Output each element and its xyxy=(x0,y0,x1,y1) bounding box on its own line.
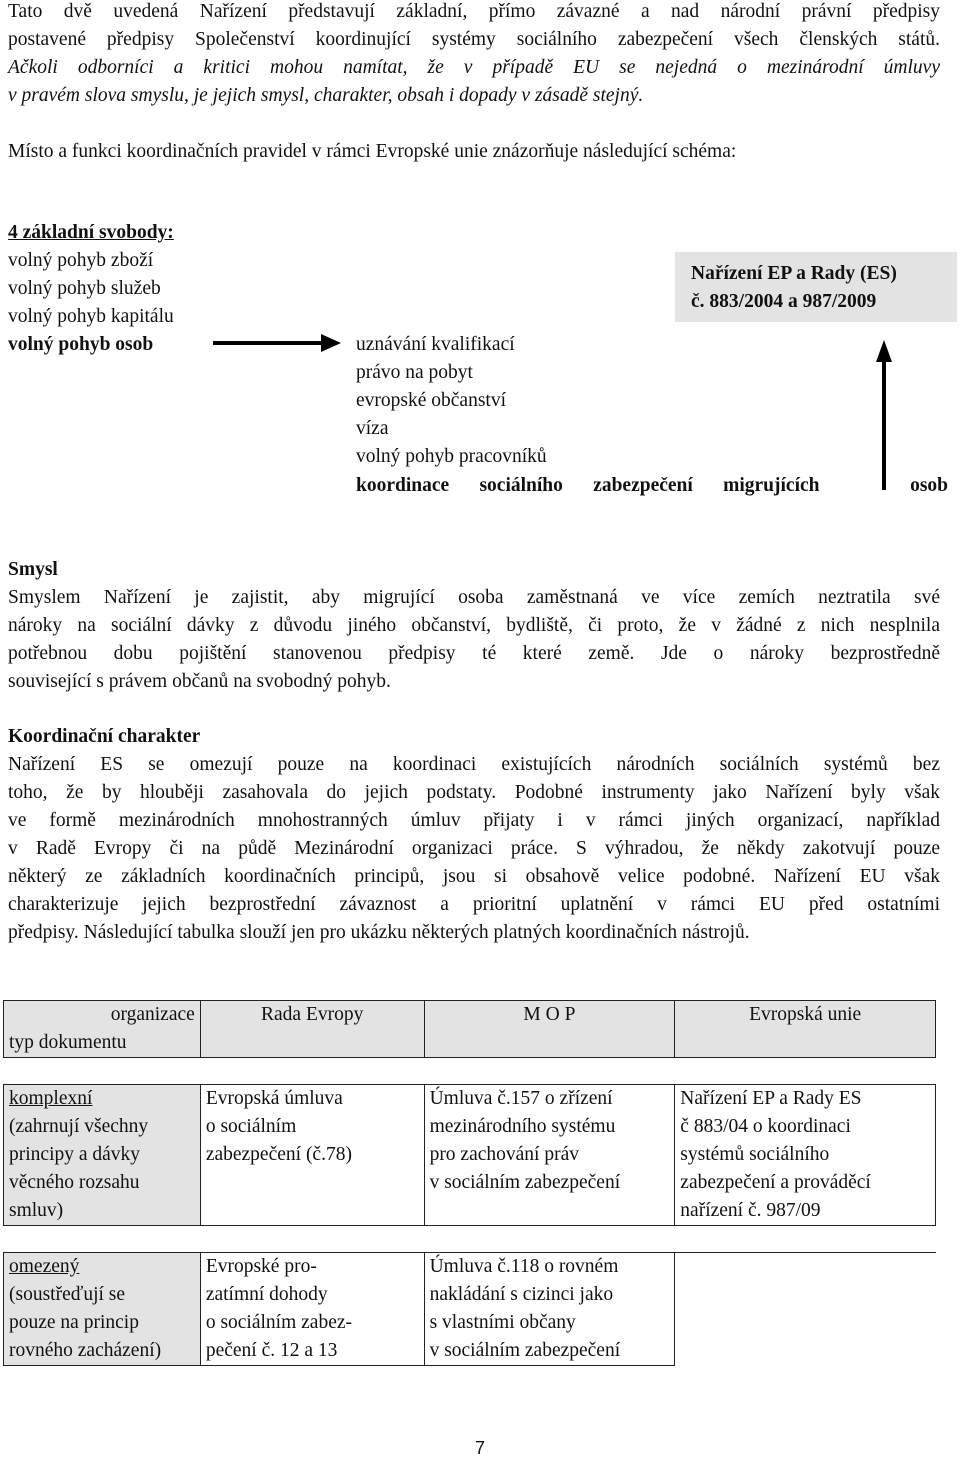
regulation-line-1: Nařízení EP a Rady (ES) xyxy=(691,263,897,284)
corner-top-label: organizace xyxy=(110,1004,195,1025)
table-cell-empty xyxy=(675,1253,936,1366)
cell-line: v sociálním zabezpečení xyxy=(429,1340,621,1361)
consequence-item: uznávání kvalifikací xyxy=(356,334,515,355)
table-cell xyxy=(424,1085,675,1226)
freedoms-heading: 4 základní svobody: xyxy=(8,222,174,243)
row-label-line: (soustřeďují se xyxy=(9,1284,126,1305)
charakter-paragraph xyxy=(8,751,940,947)
freedom-item: volný pohyb kapitálu xyxy=(8,306,174,327)
intro-paragraph xyxy=(8,0,940,110)
smysl-line: související s právem občanů na svobodný pohyb. xyxy=(8,671,391,692)
column-header: Evropská unie xyxy=(675,1001,936,1058)
coordination-word: osob xyxy=(910,475,948,496)
smysl-paragraph xyxy=(8,584,940,696)
smysl-line: nároky na sociální dávky z důvodu jiného občanství, bydliště, či proto, že v žádné z nich nesplnila xyxy=(8,615,940,636)
row-label-head: komplexní xyxy=(9,1088,93,1109)
freedom-item: volný pohyb zboží xyxy=(8,250,154,271)
smysl-heading: Smysl xyxy=(8,559,58,580)
table-cell xyxy=(675,1085,936,1226)
regulation-box xyxy=(675,252,957,322)
charakter-line: Nařízení ES se omezují pouze na koordinaci existujících národních sociálních systémů bez xyxy=(8,754,940,775)
cell-line: Nařízení EP a Rady ES xyxy=(680,1088,862,1109)
row-label-line: (zahrnují všechny xyxy=(9,1116,149,1137)
cell-line: nakládání s cizinci jako xyxy=(429,1284,614,1305)
page-number: 7 xyxy=(474,1438,485,1458)
smysl-line: potřebnou dobu pojištění stanovenou předpisy té které země. Jde o nároky bezprostředně xyxy=(8,643,940,664)
row-label-line: pouze na princip xyxy=(9,1312,139,1333)
cell-line: pro zachování práv xyxy=(429,1144,579,1165)
charakter-line: ve formě mezinárodních mnohostranných úmluv přijaty i v rámci jiných organizací, například xyxy=(8,810,940,831)
intro-italic-line-2: v pravém slova smyslu, je jejich smysl, charakter, obsah i dopady v zásadě stejný. xyxy=(8,85,644,106)
consequences-list xyxy=(356,331,547,471)
intro-line-2: postavené předpisy Společenství koordinující systémy sociálního zabezpečení všech členských států. xyxy=(8,29,940,50)
corner-bottom-label: typ dokumentu xyxy=(9,1032,127,1053)
column-header: Rada Evropy xyxy=(200,1001,424,1058)
table-cell xyxy=(200,1085,424,1226)
charakter-line: některý ze základních koordinačních principů, jsou si obsahově velice podobné. Nařízení EU však xyxy=(8,866,940,887)
row-label-line: smluv) xyxy=(9,1200,64,1221)
charakter-line: charakterizuje jejich bezprostřední závaznost a prioritní uplatnění v rámci EU před ostatními xyxy=(8,894,940,915)
cell-line: Evropské pro- xyxy=(205,1256,317,1277)
cell-line: mezinárodního systému xyxy=(429,1116,616,1137)
cell-line: Úmluva č.157 o zřízení xyxy=(429,1088,613,1109)
freedom-item-persons: volný pohyb osob xyxy=(8,334,154,355)
consequence-item: volný pohyb pracovníků xyxy=(356,446,547,467)
cell-line: systémů sociálního xyxy=(680,1144,830,1165)
consequence-item: víza xyxy=(356,418,389,439)
table-header-row xyxy=(4,1001,936,1058)
column-header: M O P xyxy=(424,1001,675,1058)
cell-line: v sociálním zabezpečení xyxy=(429,1172,621,1193)
cell-line: Evropská úmluva xyxy=(205,1088,343,1109)
coordination-line xyxy=(356,472,948,500)
coordination-word: sociálního xyxy=(479,475,563,496)
row-label-line: rovného zacházení) xyxy=(9,1340,162,1361)
cell-line: nařízení č. 987/09 xyxy=(680,1200,821,1221)
cell-line: zabezpečení a prováděcí xyxy=(680,1172,871,1193)
table-cell xyxy=(424,1253,675,1366)
cell-line: pečení č. 12 a 13 xyxy=(205,1340,338,1361)
smysl-line: Smyslem Nařízení je zajistit, aby migrující osoba zaměstnaná ve více zemích neztratila své xyxy=(8,587,940,608)
row-label-head: omezený xyxy=(9,1256,80,1277)
coordination-word: migrujících xyxy=(723,475,820,496)
cell-line: o sociálním xyxy=(205,1116,297,1137)
row-label-cell xyxy=(4,1253,201,1366)
charakter-line: předpisy. Následující tabulka slouží jen pro ukázku některých platných koordinačních nástrojů. xyxy=(8,922,750,943)
charakter-line: toho, že by hlouběji zasahovala do jejich podstaty. Podobné instrumenty jako Nařízení byly však xyxy=(8,782,940,803)
table-row xyxy=(4,1085,936,1226)
consequence-item: evropské občanství xyxy=(356,390,507,411)
cell-line: zabezpečení (č.78) xyxy=(205,1144,352,1165)
coordination-word: zabezpečení xyxy=(593,475,693,496)
table-row xyxy=(4,1253,936,1366)
cell-line: o sociálním zabez- xyxy=(205,1312,352,1333)
coordination-table xyxy=(3,1000,936,1366)
cell-line: č 883/04 o koordinaci xyxy=(680,1116,851,1137)
regulation-line-2: č. 883/2004 a 987/2009 xyxy=(691,291,877,312)
row-label-cell xyxy=(4,1085,201,1226)
charakter-line: v Radě Evropy či na půdě Mezinárodní organizaci práce. S výhradou, že někdy zakotvují pouze xyxy=(8,838,940,859)
charakter-heading: Koordinační charakter xyxy=(8,726,201,747)
table-corner-cell xyxy=(4,1001,201,1058)
consequence-item: právo na pobyt xyxy=(356,362,473,383)
right-arrow-icon xyxy=(213,330,341,360)
coordination-word: koordinace xyxy=(356,475,450,496)
up-arrow-icon xyxy=(869,340,899,490)
intro-italic-line-1: Ačkoli odborníci a kritici mohou namítat, že v případě EU se nejedná o mezinárodní úmluvy xyxy=(8,57,940,78)
freedom-item: volný pohyb služeb xyxy=(8,278,161,299)
cell-line: zatímní dohody xyxy=(205,1284,328,1305)
table-cell xyxy=(200,1253,424,1366)
row-label-line: věcného rozsahu xyxy=(9,1172,140,1193)
schema-intro: Místo a funkci koordinačních pravidel v rámci Evropské unie znázorňuje následující schéma: xyxy=(8,141,737,162)
cell-line: s vlastními občany xyxy=(429,1312,576,1333)
intro-line-1: Tato dvě uvedená Nařízení představují základní, přímo závazné a nad národní právní předpisy xyxy=(8,1,940,22)
freedoms-block xyxy=(8,219,174,359)
cell-line: Úmluva č.118 o rovném xyxy=(429,1256,619,1277)
row-label-line: principy a dávky xyxy=(9,1144,141,1165)
